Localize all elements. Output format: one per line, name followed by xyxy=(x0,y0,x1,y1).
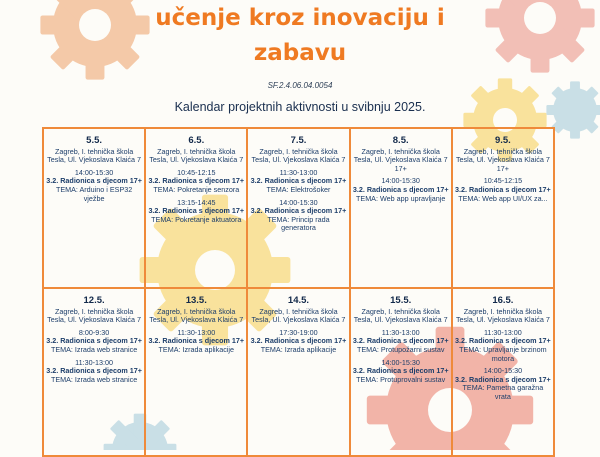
event-entry xyxy=(46,329,142,355)
event-time: 8:00-9:30 xyxy=(78,327,110,337)
day-location: Zagreb, I. tehnička škola Tesla, Ul. Vjekoslava Klaića 7 xyxy=(251,146,346,165)
day-date: 6.5. xyxy=(188,135,205,146)
event-name: 3.2. Radionica s djecom 17+ xyxy=(148,206,245,216)
day-date: 13.5. xyxy=(185,295,207,306)
calendar-day-cell xyxy=(248,129,350,289)
calendar-subtitle: Kalendar projektnih aktivnosti u svibnju 2025. xyxy=(174,100,426,114)
event-entry xyxy=(455,367,551,401)
event-name: 3.2. Radionica s djecom 17+ xyxy=(455,336,551,346)
event-time: 14:00-15:30 xyxy=(381,176,420,186)
event-time: 17:30-19:00 xyxy=(279,327,318,337)
event-time: 10:45-12:15 xyxy=(483,176,523,186)
day-location: Zagreb, I. tehnička škola Tesla, Ul. Vjekoslava Klaića 7 xyxy=(47,146,142,165)
event-topic: TEMA: Protuprovalni sustav xyxy=(356,374,446,384)
event-name: 3.2. Radionica s djecom 17+ xyxy=(250,206,347,216)
calendar-day-cell xyxy=(146,289,248,457)
event-entry xyxy=(46,359,142,385)
event-topic: TEMA: Upravljanje brzinom motora xyxy=(459,344,547,363)
event-topic: TEMA: Web app upravljanje xyxy=(356,193,446,203)
day-date: 8.5. xyxy=(392,135,409,146)
day-date: 12.5. xyxy=(83,295,105,306)
event-time: 11:30-13:00 xyxy=(177,327,216,337)
event-topic: TEMA: Princip rada generatora xyxy=(267,214,330,233)
event-time: 11:30-13:00 xyxy=(75,357,114,367)
event-entry xyxy=(148,199,244,225)
event-time: 10:45-12:15 xyxy=(177,167,216,177)
event-time: 11:30-13:00 xyxy=(381,327,420,337)
day-location: Zagreb, I. tehnička škola Tesla, Ul. Vjekoslava Klaića 7 xyxy=(149,146,244,165)
day-location: Zagreb, I. tehnička škola Tesla, Ul. Vjekoslava Klaića 7 xyxy=(47,306,142,325)
event-topic: TEMA: Izrada web stranice xyxy=(50,344,138,354)
event-time: 11:30-13:00 xyxy=(483,327,522,337)
calendar-day-cell xyxy=(44,289,146,457)
day-date: 14.5. xyxy=(287,295,310,306)
event-name: 3.2. Radionica s djecom 17+ xyxy=(352,366,449,376)
day-location: Zagreb, I. tehnička škola Tesla, Ul. Vjekoslava Klaića 7 xyxy=(149,306,244,325)
day-date: 15.5. xyxy=(390,295,412,306)
event-name: 3.2. Radionica s djecom 17+ xyxy=(46,336,142,346)
project-code: SF.2.4.06.04.0054 xyxy=(267,81,333,90)
calendar-day-cell xyxy=(248,289,350,457)
calendar-grid xyxy=(42,127,555,457)
event-time: 11:30-13:00 xyxy=(279,167,318,177)
event-topic: TEMA: Pametna garažna vrata xyxy=(462,383,544,401)
event-topic: TEMA: Protupožarni sustav xyxy=(356,344,445,354)
day-date: 7.5. xyxy=(290,135,307,146)
event-entry xyxy=(353,329,449,355)
event-time: 14:00-15:30 xyxy=(74,167,114,177)
event-entry xyxy=(250,199,346,233)
calendar-day-cell xyxy=(351,129,453,289)
event-entry xyxy=(148,329,244,355)
event-name: 3.2. Radionica s djecom 17+ xyxy=(148,176,245,186)
event-time: 13:15-14:45 xyxy=(177,197,216,207)
event-time: 14:00-15:30 xyxy=(381,357,420,367)
event-topic: TEMA: Web app UI/UX za... xyxy=(458,193,548,203)
page-title-line-2: zabavu xyxy=(253,40,347,66)
event-topic: TEMA: Pokretanje aktuatora xyxy=(151,214,242,224)
event-name: 3.2. Radionica s djecom 17+ xyxy=(250,336,347,346)
event-topic: TEMA: Elektrošoker xyxy=(266,184,331,194)
event-entry xyxy=(455,177,551,203)
event-name: 3.2. Radionica s djecom 17+ xyxy=(455,184,551,194)
day-location: Zagreb, I. tehnička škola Tesla, Ul. Vjekoslava Klaića 7 xyxy=(353,306,448,325)
event-name: 3.2. Radionica s djecom 17+ xyxy=(250,176,347,186)
event-entry xyxy=(250,329,346,355)
day-location: Zagreb, I. tehnička škola Tesla, Ul. Vjekoslava Klaića 7 xyxy=(251,306,346,325)
calendar-day-cell xyxy=(146,129,248,289)
calendar-day-cell xyxy=(453,289,555,457)
event-topic: TEMA: Izrada web stranice xyxy=(50,374,138,384)
day-date: 16.5. xyxy=(492,295,514,306)
event-topic: TEMA: Pokretanje senzora xyxy=(153,184,240,194)
event-name: 3.2. Radionica s djecom 17+ xyxy=(352,184,449,194)
event-name: 3.2. Radionica s djecom 17+ xyxy=(352,336,449,346)
event-time: 14:00-15:30 xyxy=(483,366,523,376)
calendar-day-cell xyxy=(351,289,453,457)
day-location: Zagreb, I. tehnička škola Tesla, Ul. Vjekoslava Klaića 7 17+ xyxy=(353,146,448,173)
event-entry xyxy=(250,169,346,195)
day-date: 5.5. xyxy=(86,135,103,146)
event-topic: TEMA: Arduino i ESP32 vježbe xyxy=(55,184,133,203)
event-entry xyxy=(455,329,551,363)
event-entry xyxy=(353,177,449,203)
event-name: 3.2. Radionica s djecom 17+ xyxy=(148,336,245,346)
day-location: Zagreb, I. tehnička škola Tesla, Ul. Vjekoslava Klaića 7 xyxy=(455,306,550,325)
event-entry xyxy=(148,169,244,195)
day-date: 9.5. xyxy=(494,135,511,146)
event-time: 14:00-15:30 xyxy=(279,197,318,207)
page-title-line-1: učenje kroz inovaciju i xyxy=(155,5,445,31)
event-name: 3.2. Radionica s djecom 17+ xyxy=(455,374,551,384)
event-topic: TEMA: Izrada aplikacije xyxy=(260,344,337,354)
event-entry xyxy=(353,359,449,385)
event-entry xyxy=(46,169,142,203)
event-name: 3.2. Radionica s djecom 17+ xyxy=(46,176,142,186)
calendar-day-cell xyxy=(453,129,555,289)
day-location: Zagreb, I. tehnička škola Tesla, Ul. Vjekoslava Klaića 7 17+ xyxy=(455,146,550,173)
calendar-day-cell xyxy=(44,129,146,289)
event-topic: TEMA: Izrada aplikacije xyxy=(158,344,235,354)
event-name: 3.2. Radionica s djecom 17+ xyxy=(46,366,142,376)
